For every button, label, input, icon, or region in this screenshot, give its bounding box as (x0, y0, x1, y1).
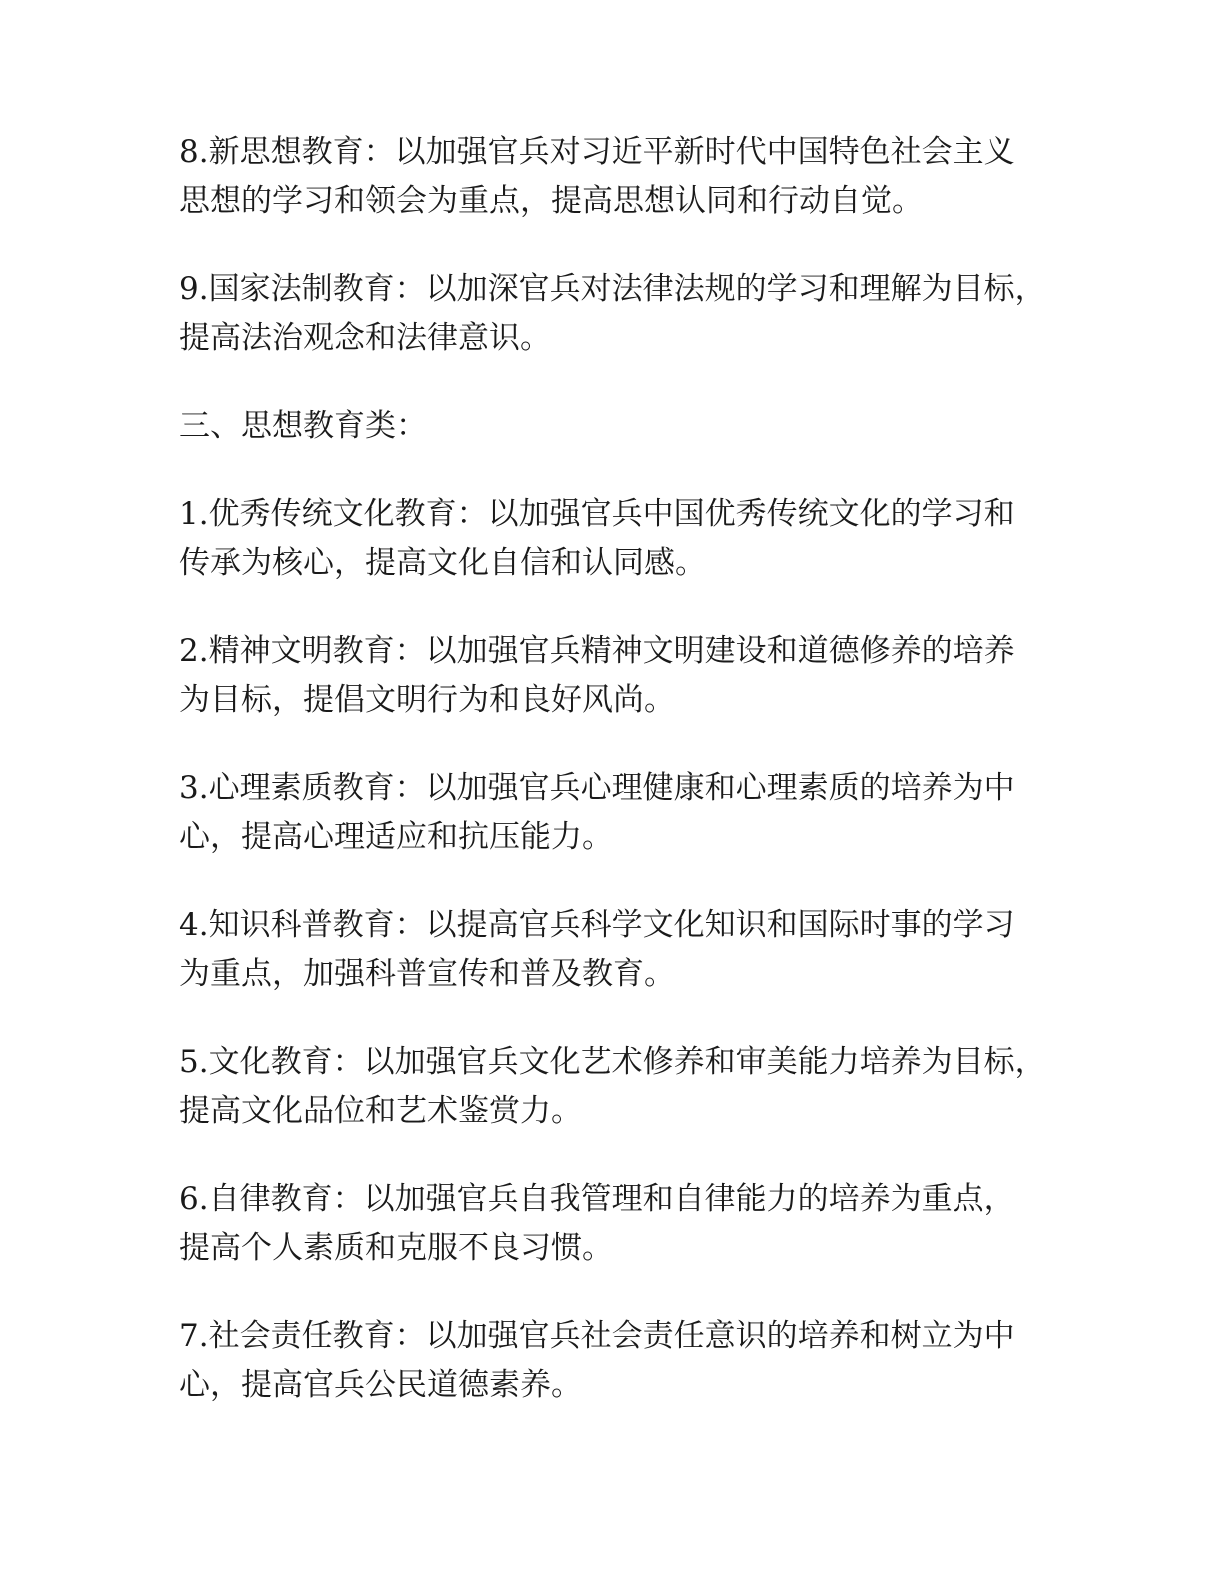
paragraph-line: 7.社会责任教育：以加强官兵社会责任意识的培养和树立为中 (179, 1318, 1015, 1354)
paragraph-item-4-science (179, 901, 1059, 999)
paragraph-line: 为重点，加强科普宣传和普及教育。 (179, 956, 675, 992)
paragraph-item-1-traditional-culture (179, 490, 1059, 588)
paragraph-line: 9.国家法制教育：以加深官兵对法律法规的学习和理解为目标， (179, 271, 1046, 307)
paragraph-line: 提高个人素质和克服不良习惯。 (179, 1230, 613, 1266)
paragraph-item-7-social-responsibility (179, 1312, 1059, 1410)
paragraph-item-5-culture (179, 1038, 1059, 1136)
paragraph-line: 8.新思想教育：以加强官兵对习近平新时代中国特色社会主义 (179, 134, 1015, 170)
paragraph-line: 5.文化教育：以加强官兵文化艺术修养和审美能力培养为目标， (179, 1044, 1046, 1080)
paragraph-line: 2.精神文明教育：以加强官兵精神文明建设和道德修养的培养 (179, 633, 1015, 669)
paragraph-line: 6.自律教育：以加强官兵自我管理和自律能力的培养为重点， (179, 1181, 1015, 1217)
paragraph-item-6-self-discipline (179, 1175, 1059, 1273)
paragraph-line: 提高法治观念和法律意识。 (179, 320, 551, 356)
paragraph-item-2-spiritual (179, 627, 1059, 725)
paragraph-line: 4.知识科普教育：以提高官兵科学文化知识和国际时事的学习 (179, 907, 1015, 943)
paragraph-line: 心，提高官兵公民道德素养。 (179, 1367, 582, 1403)
section-heading-text: 三、思想教育类： (179, 408, 427, 444)
document-body (179, 128, 1059, 1449)
paragraph-item-3-psychological (179, 764, 1059, 862)
paragraph-line: 心，提高心理适应和抗压能力。 (179, 819, 613, 855)
paragraph-line: 3.心理素质教育：以加强官兵心理健康和心理素质的培养为中 (179, 770, 1015, 806)
paragraph-line: 思想的学习和领会为重点，提高思想认同和行动自觉。 (179, 183, 923, 219)
paragraph-item-9-legal (179, 265, 1059, 363)
paragraph-line: 1.优秀传统文化教育：以加强官兵中国优秀传统文化的学习和 (179, 496, 1015, 532)
paragraph-line: 为目标，提倡文明行为和良好风尚。 (179, 682, 675, 718)
paragraph-line: 提高文化品位和艺术鉴赏力。 (179, 1093, 582, 1129)
paragraph-item-8-new-thought (179, 128, 1059, 226)
paragraph-line: 传承为核心，提高文化自信和认同感。 (179, 545, 706, 581)
section-heading (179, 402, 1059, 451)
